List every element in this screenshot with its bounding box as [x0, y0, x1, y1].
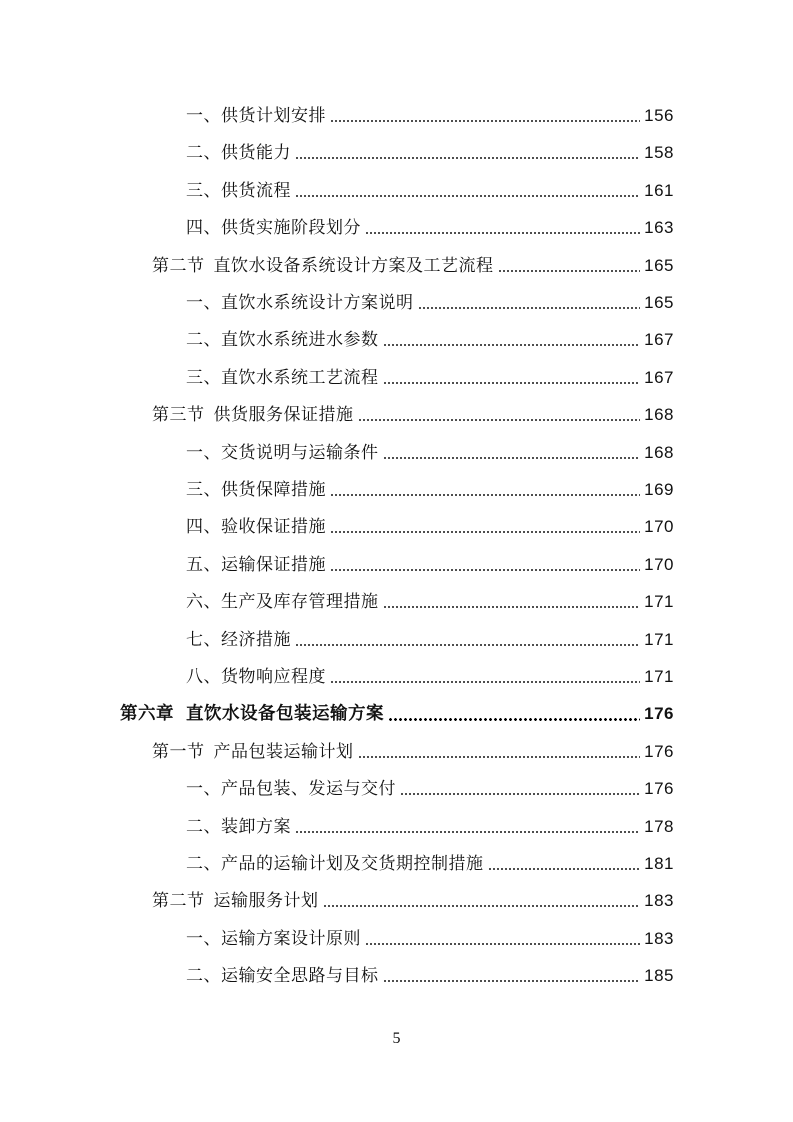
- toc-entry-page: 163: [644, 218, 674, 238]
- dot-leader: [295, 644, 640, 646]
- toc-entry-text: 生产及库存管理措施: [221, 592, 379, 613]
- toc-entry-text: 供货流程: [221, 180, 291, 201]
- dot-leader: [358, 419, 641, 421]
- dot-leader: [330, 531, 640, 533]
- toc-entry-number: 第一节: [152, 741, 205, 762]
- toc-entry-page: 165: [644, 255, 674, 275]
- dot-leader: [365, 943, 640, 945]
- dot-leader: [295, 195, 640, 197]
- toc-entry-text: 供货计划安排: [221, 106, 326, 126]
- toc-entry-page: 171: [644, 667, 674, 686]
- toc-entry-page: 178: [644, 816, 674, 836]
- toc-entry-page: 176: [644, 704, 674, 724]
- toc-entry-title: [186, 774, 396, 804]
- page-number: 5: [392, 1030, 401, 1047]
- toc-entry-page: 171: [644, 629, 674, 649]
- dot-leader: [330, 120, 640, 122]
- toc-entry-page: 165: [644, 293, 674, 312]
- toc-entry[interactable]: [152, 400, 674, 430]
- dot-leader: [330, 681, 640, 683]
- toc-entry[interactable]: [186, 961, 674, 991]
- dot-leader: [383, 606, 641, 608]
- toc-entry-text: 运输保证措施: [221, 554, 326, 575]
- toc-entry[interactable]: [186, 475, 674, 505]
- toc-entry-number: 五、: [186, 554, 221, 575]
- dot-leader: [330, 494, 640, 496]
- toc-entry[interactable]: [186, 587, 674, 617]
- toc-entry-title: [186, 101, 326, 131]
- toc-entry-text: 验收保证措施: [221, 517, 326, 538]
- toc-entry[interactable]: [186, 288, 674, 318]
- dot-leader: [295, 831, 640, 833]
- toc-entry[interactable]: [152, 886, 674, 916]
- toc-entry-number: 三、: [186, 367, 221, 388]
- toc-entry-title: [186, 213, 361, 243]
- toc-entry-page: 169: [644, 480, 674, 499]
- toc-entry-page: 183: [644, 928, 674, 948]
- toc-entry[interactable]: [186, 812, 674, 842]
- toc-entry-number: 六、: [186, 592, 221, 613]
- toc-entry-text: 运输安全思路与目标: [221, 966, 379, 987]
- toc-entry[interactable]: [186, 138, 674, 168]
- dot-leader: [388, 718, 640, 721]
- toc-entry-text: 供货保障措施: [221, 480, 326, 500]
- toc-entry[interactable]: [186, 101, 674, 131]
- toc-entry-number: 第二节: [152, 255, 205, 276]
- toc-entry-page: 183: [644, 891, 674, 911]
- toc-entry-text: 直饮水系统工艺流程: [221, 367, 379, 388]
- toc-entry-text: 经济措施: [221, 629, 291, 650]
- toc-entry[interactable]: [186, 213, 674, 243]
- toc-entry-title: [186, 587, 379, 617]
- toc-entry-number: 一、: [186, 779, 221, 800]
- toc-entry[interactable]: [186, 325, 674, 355]
- dot-leader: [383, 457, 641, 459]
- toc-entry-text: 产品的运输计划及交货期控制措施: [221, 854, 484, 874]
- dot-leader: [295, 157, 640, 159]
- toc-entry-page: 167: [644, 330, 674, 350]
- dot-leader: [365, 232, 640, 234]
- toc-entry-page: 170: [644, 554, 674, 574]
- toc-entry-number: 三、: [186, 180, 221, 201]
- toc-entry-number: 二、: [186, 966, 221, 987]
- toc-entry-number: 二、: [186, 854, 221, 874]
- toc-entry[interactable]: [186, 512, 674, 542]
- toc-entry-title: [152, 886, 319, 916]
- toc-entry[interactable]: [120, 699, 674, 729]
- toc-entry-page: 168: [644, 442, 674, 462]
- toc-entry-number: 第六章: [120, 704, 174, 725]
- toc-entry-title: [186, 325, 379, 355]
- toc-entry-text: 直饮水系统进水参数: [221, 330, 379, 351]
- toc-entry-title: [186, 438, 379, 468]
- toc-entry-number: 一、: [186, 106, 221, 126]
- toc-entry[interactable]: [186, 438, 674, 468]
- dot-leader: [323, 905, 641, 907]
- toc-entry-text: 直饮水设备系统设计方案及工艺流程: [213, 255, 494, 276]
- dot-leader: [383, 980, 641, 982]
- toc-entry-number: 四、: [186, 218, 221, 239]
- toc-entry-page: 156: [644, 106, 674, 125]
- toc-entry-title: [186, 363, 379, 393]
- toc-entry-title: [152, 737, 354, 767]
- toc-entry-title: [120, 699, 384, 729]
- toc-entry[interactable]: [186, 662, 674, 692]
- toc-entry-title: [152, 251, 494, 281]
- toc-entry-number: 四、: [186, 517, 221, 538]
- toc-entry[interactable]: [186, 176, 674, 206]
- toc-entry-title: [186, 176, 291, 206]
- toc-entry[interactable]: [186, 849, 674, 879]
- toc-entry[interactable]: [186, 625, 674, 655]
- toc-entry-page: 161: [644, 180, 674, 200]
- toc-entry-page: 176: [644, 779, 674, 799]
- toc-entry-number: 二、: [186, 816, 221, 837]
- toc-entry-number: 三、: [186, 480, 221, 500]
- dot-leader: [358, 756, 641, 758]
- toc-entry[interactable]: [152, 737, 674, 767]
- toc-entry-title: [186, 961, 379, 991]
- toc-entry-title: [186, 512, 326, 542]
- dot-leader: [383, 344, 641, 346]
- toc-entry-text: 运输服务计划: [213, 891, 319, 912]
- toc-entry[interactable]: [186, 774, 674, 804]
- toc-entry-text: 产品包装、发运与交付: [221, 779, 396, 800]
- toc-entry-number: 二、: [186, 143, 221, 164]
- toc-entry-number: 第三节: [152, 405, 205, 426]
- toc-entry-title: [186, 812, 291, 842]
- toc-entry-page: 167: [644, 367, 674, 387]
- toc-entry[interactable]: [186, 363, 674, 393]
- toc-entry-number: 一、: [186, 293, 221, 313]
- toc-entry-text: 货物响应程度: [221, 667, 326, 687]
- toc-entry-text: 装卸方案: [221, 816, 291, 837]
- toc-entry-title: [186, 662, 326, 692]
- dot-leader: [400, 793, 640, 795]
- toc-entry-number: 七、: [186, 629, 221, 650]
- toc-entry-title: [186, 625, 291, 655]
- toc-entry-page: 158: [644, 143, 674, 163]
- dot-leader: [330, 569, 640, 571]
- toc-entry-number: 二、: [186, 330, 221, 351]
- dot-leader: [488, 868, 641, 870]
- toc-entry-text: 直饮水设备包装运输方案: [186, 704, 384, 725]
- dot-leader: [383, 382, 641, 384]
- dot-leader: [498, 270, 641, 272]
- toc-entry[interactable]: [186, 550, 674, 580]
- toc-entry-page: 181: [644, 854, 674, 873]
- toc-entry-title: [152, 400, 354, 430]
- toc-entry[interactable]: [186, 924, 674, 954]
- toc-entry-page: 176: [644, 741, 674, 761]
- toc-entry-page: 185: [644, 966, 674, 986]
- toc-entry-number: 一、: [186, 442, 221, 463]
- toc-entry-text: 运输方案设计原则: [221, 928, 361, 949]
- toc-entry-text: 直饮水系统设计方案说明: [221, 293, 414, 313]
- toc-entry-title: [186, 138, 291, 168]
- dot-leader: [418, 307, 641, 309]
- toc-entry-text: 供货服务保证措施: [213, 405, 354, 426]
- toc-entry-title: [186, 288, 414, 318]
- toc-entry[interactable]: [152, 251, 674, 281]
- toc-entry-page: 170: [644, 517, 674, 537]
- toc-entry-text: 交货说明与运输条件: [221, 442, 379, 463]
- toc-entry-text: 产品包装运输计划: [213, 741, 354, 762]
- toc-entry-number: 八、: [186, 667, 221, 687]
- toc-entry-page: 168: [644, 405, 674, 425]
- toc-entry-title: [186, 849, 484, 879]
- toc-entry-text: 供货实施阶段划分: [221, 218, 361, 239]
- toc-entry-number: 一、: [186, 928, 221, 949]
- toc-entry-text: 供货能力: [221, 143, 291, 164]
- toc-entry-title: [186, 924, 361, 954]
- toc-entry-page: 171: [644, 592, 674, 612]
- toc-entry-title: [186, 475, 326, 505]
- toc-entry-title: [186, 550, 326, 580]
- toc-entry-number: 第二节: [152, 891, 205, 912]
